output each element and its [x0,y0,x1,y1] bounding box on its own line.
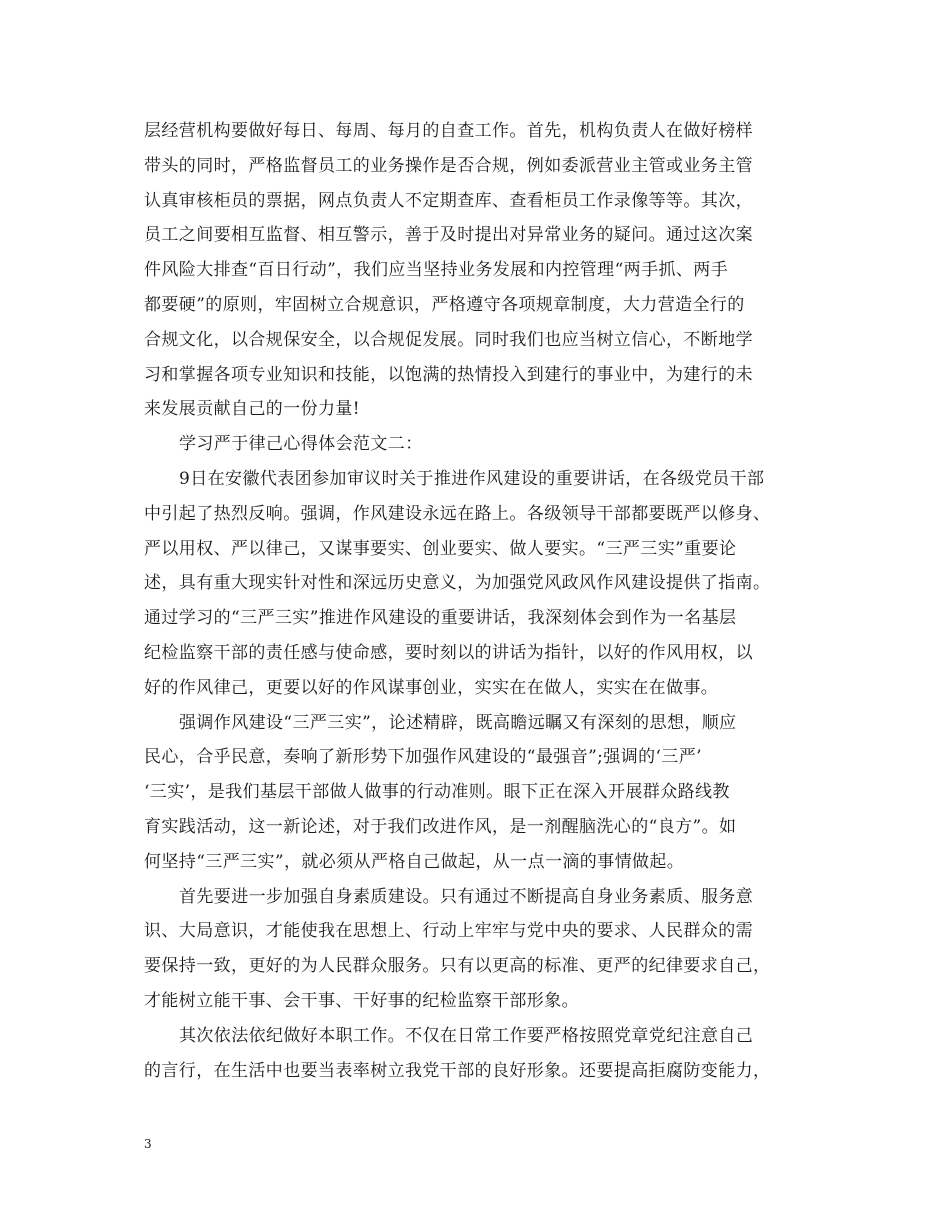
text-line: 育实践活动，这一新论述，对于我们改进作风，是一剂醒脑洗心的“良方”。如 [144,816,737,837]
text-line: 首先要进一步加强自身素质建设。只有通过不断提高自身业务素质、服务意 [179,886,754,907]
text-line: 何坚持“三严三实”，就必须从严格自己做起，从一点一滴的事情做起。 [144,851,685,872]
text-line: 的言行，在生活中也要当表率树立我党干部的良好形象。还要提高拒腐防变能力， [144,1060,771,1081]
text-line: 带头的同时，严格监督员工的业务操作是否合规，例如委派营业主管或业务主管 [144,155,753,176]
text-line: 通过学习的“三严三实”推进作风建设的重要讲话，我深刻体会到作为一名基层 [144,608,737,629]
text-line: 好的作风律己，更要以好的作风谋事创业，实实在在做人，实实在在做事。 [144,677,719,698]
text-line: 其次依法依纪做好本职工作。不仅在日常工作要严格按照党章党纪注意自己 [179,1025,754,1046]
text-line: 识、大局意识，才能使我在思想上、行动上牢牢与党中央的要求、人民群众的需 [144,921,753,942]
page-number: 3 [144,1137,152,1151]
text-line: 合规文化，以合规保安全，以合规促发展。同时我们也应当树立信心，不断地学 [144,329,753,350]
text-line: 纪检监察干部的责任感与使命感，要时刻以的讲话为指针，以好的作风用权，以 [144,642,753,663]
document-body [144,114,809,1088]
text-line: 层经营机构要做好每日、每周、每月的自查工作。首先，机构负责人在做好榜样 [144,121,753,141]
text-line: 民心，合乎民意，奏响了新形势下加强作风建设的“最强音”;强调的‘三严’ [144,747,702,768]
text-line: 来发展贡献自己的一份力量! [144,399,361,420]
text-line: 9日在安徽代表团参加审议时关于推进作风建设的重要讲话，在各级党员干部 [179,468,765,489]
text-line: 述，具有重大现实针对性和深远历史意义，为加强党风政风作风建设提供了指南。 [144,573,771,594]
text-line: 学习严于律己心得体会范文二： [179,434,423,455]
text-line: 认真审核柜员的票据，网点负责人不定期查库、查看柜员工作录像等等。其次， [144,190,753,211]
text-line: 件风险大排查“百日行动”，我们应当坚持业务发展和内控管理“两手抓、两手 [144,260,729,281]
text-line: 要保持一致，更好的为人民群众服务。只有以更高的标准、更严的纪律要求自己， [144,956,771,977]
text-line: 员工之间要相互监督、相互警示，善于及时提出对异常业务的疑问。通过这次案 [144,225,753,246]
text-line: ‘三实’，是我们基层干部做人做事的行动准则。眼下正在深入开展群众路线教 [144,782,730,803]
text-line: 严以用权、严以律己，又谋事要实、创业要实、做人要实。“三严三实”重要论 [144,538,737,559]
text-line: 习和掌握各项专业知识和技能，以饱满的热情投入到建行的事业中，为建行的未 [144,364,753,385]
text-line: 强调作风建设“三严三实”，论述精辟，既高瞻远瞩又有深刻的思想，顺应 [179,712,737,733]
text-line: 才能树立能干事、会干事、干好事的纪检监察干部形象。 [144,990,579,1011]
text-line: 中引起了热烈反响。强调，作风建设永远在路上。各级领导干部都要既严以修身、 [144,503,771,524]
text-line: 都要硬”的原则，牢固树立合规意识，严格遵守各项规章制度，大力营造全行的 [144,294,745,315]
